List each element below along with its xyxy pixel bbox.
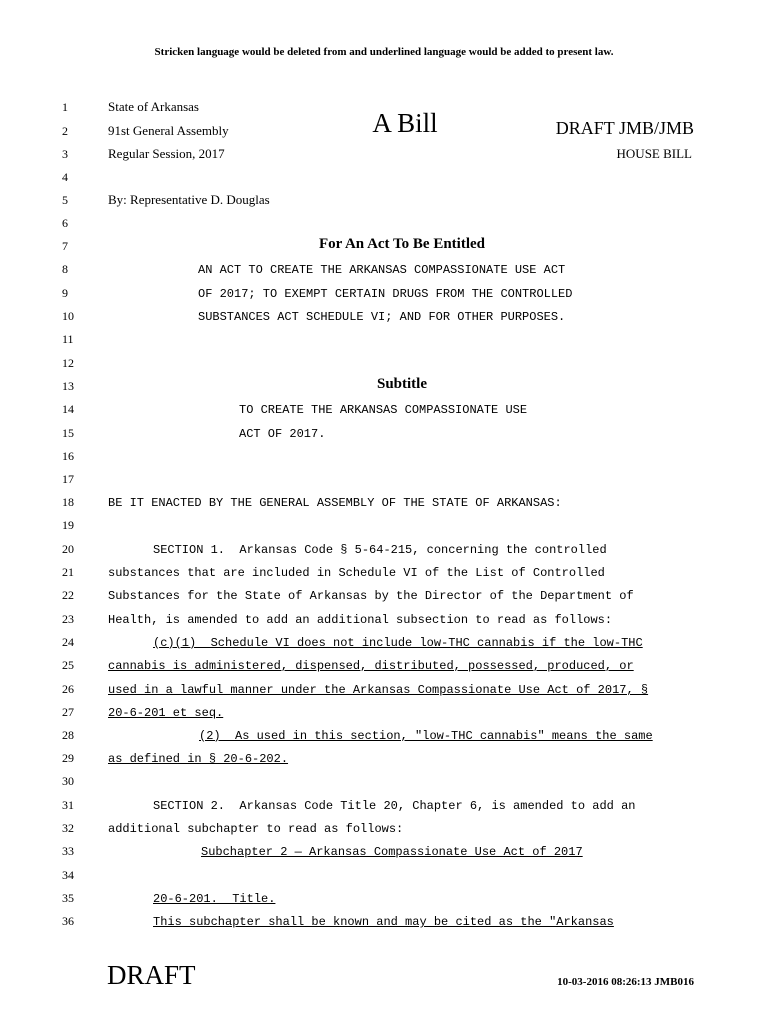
line-number: 4 <box>62 170 68 184</box>
amendment-notice: Stricken language would be deleted from and underlined language would be added to present law. <box>154 46 614 58</box>
line-number: 29 <box>62 751 74 765</box>
line-number: 15 <box>62 426 74 440</box>
enacting-clause: BE IT ENACTED BY THE GENERAL ASSEMBLY OF THE STATE OF ARKANSAS: <box>108 496 562 510</box>
section1-added-line: (2) As used in this section, "low-THC cannabis" means the same <box>199 729 653 743</box>
act-text-line: SUBSTANCES ACT SCHEDULE VI; AND FOR OTHER PURPOSES. <box>198 310 566 324</box>
line-number: 30 <box>62 774 74 788</box>
timestamp-stamp: 10-03-2016 08:26:13 JMB016 <box>557 976 694 988</box>
line-number: 17 <box>62 472 74 486</box>
state-name: State of Arkansas <box>108 99 199 114</box>
section1-added-line: as defined in § 20-6-202. <box>108 752 289 766</box>
subtitle-heading: Subtitle <box>376 376 427 392</box>
line-number: 14 <box>62 402 74 416</box>
act-text-line: OF 2017; TO EXEMPT CERTAIN DRUGS FROM THE CONTROLLED <box>198 287 573 301</box>
line-number: 35 <box>62 891 74 905</box>
section2-added-line: This subchapter shall be known and may be cited as the "Arkansas <box>153 915 614 929</box>
section1-line: SECTION 1. Arkansas Code § 5-64-215, concerning the controlled <box>153 543 607 557</box>
line-number: 23 <box>62 612 74 626</box>
bill-type: HOUSE BILL <box>616 146 692 161</box>
line-number: 27 <box>62 705 74 719</box>
line-number: 10 <box>62 309 74 323</box>
draft-id: DRAFT JMB/JMB <box>555 118 694 138</box>
sponsor: By: Representative D. Douglas <box>108 192 270 207</box>
line-number: 22 <box>62 588 74 602</box>
line-number: 6 <box>62 216 68 230</box>
line-number: 24 <box>62 635 74 649</box>
subchapter-title: Subchapter 2 — Arkansas Compassionate Use Act of 2017 <box>201 845 583 859</box>
line-number: 3 <box>62 147 68 161</box>
line-number: 5 <box>62 193 68 207</box>
line-number: 32 <box>62 821 74 835</box>
line-number: 1 <box>62 100 68 114</box>
line-number: 36 <box>62 914 74 928</box>
draft-watermark: DRAFT <box>107 960 196 990</box>
section-title: 20-6-201. Title. <box>153 892 276 906</box>
line-number: 19 <box>62 518 74 532</box>
line-number: 13 <box>62 379 74 393</box>
act-heading: For An Act To Be Entitled <box>319 236 485 252</box>
section1-added-line: cannabis is administered, dispensed, distributed, possessed, produced, or <box>108 659 634 673</box>
line-number: 11 <box>62 332 74 346</box>
subtitle-text-line: TO CREATE THE ARKANSAS COMPASSIONATE USE <box>239 403 528 417</box>
line-number: 12 <box>62 356 74 370</box>
line-number: 31 <box>62 798 74 812</box>
section2-line: SECTION 2. Arkansas Code Title 20, Chapter 6, is amended to add an <box>153 799 636 813</box>
session: Regular Session, 2017 <box>108 146 225 161</box>
line-number: 18 <box>62 495 74 509</box>
line-number: 16 <box>62 449 74 463</box>
general-assembly: 91st General Assembly <box>108 123 229 138</box>
line-number: 25 <box>62 658 74 672</box>
line-number: 8 <box>62 262 68 276</box>
act-text-line: AN ACT TO CREATE THE ARKANSAS COMPASSIONATE USE ACT <box>198 263 566 277</box>
line-number: 9 <box>62 286 68 300</box>
section1-added-line: used in a lawful manner under the Arkansas Compassionate Use Act of 2017, § <box>108 683 649 697</box>
line-number: 7 <box>62 239 68 253</box>
line-number: 2 <box>62 124 68 138</box>
line-number: 21 <box>62 565 74 579</box>
line-number: 20 <box>62 542 74 556</box>
subtitle-text-line: ACT OF 2017. <box>239 427 326 441</box>
line-number: 33 <box>62 844 74 858</box>
line-number: 26 <box>62 682 74 696</box>
section1-added-line: 20-6-201 et seq. <box>108 706 224 720</box>
section1-line: substances that are included in Schedule VI of the List of Controlled <box>108 566 605 580</box>
section1-line: Substances for the State of Arkansas by the Director of the Department of <box>108 589 634 603</box>
line-number: 34 <box>62 868 74 882</box>
section1-added-line: (c)(1) Schedule VI does not include low-THC cannabis if the low-THC <box>153 636 643 650</box>
line-number: 28 <box>62 728 74 742</box>
bill-title: A Bill <box>372 108 438 138</box>
section2-line: additional subchapter to read as follows: <box>108 822 404 836</box>
section1-line: Health, is amended to add an additional subsection to read as follows: <box>108 613 613 627</box>
